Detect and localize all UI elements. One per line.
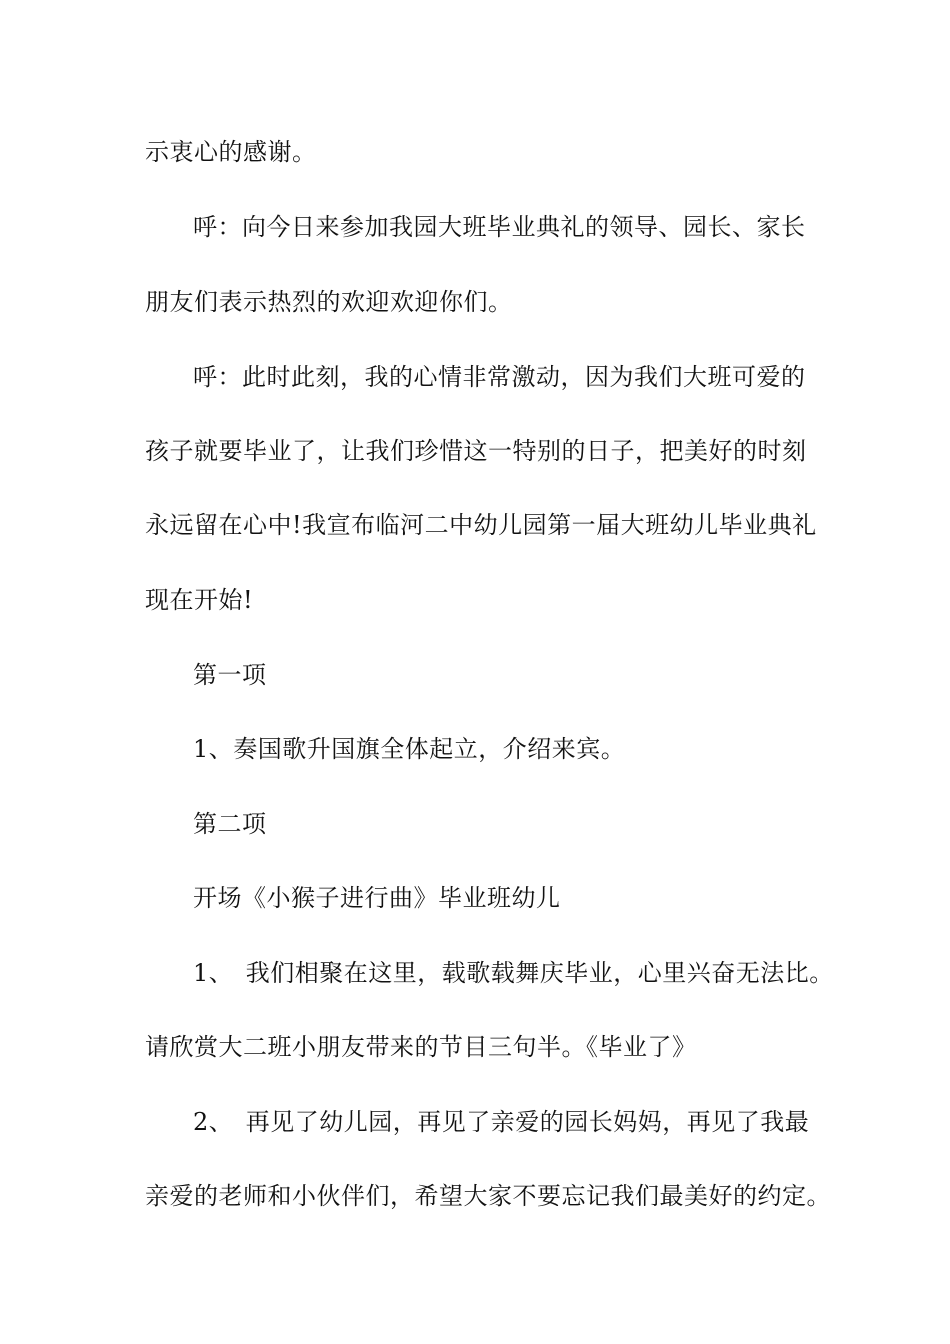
- paragraph-line: 示衷心的感谢。: [145, 138, 317, 166]
- paragraph-line: 永远留在心中!我宣布临河二中幼儿园第一届大班幼儿毕业典礼: [145, 511, 817, 539]
- paragraph-line: 呼：向今日来参加我园大班毕业典礼的领导、园长、家长: [193, 213, 806, 241]
- paragraph-line: 朋友们表示热烈的欢迎欢迎你们。: [145, 288, 513, 316]
- section-heading: 第一项: [193, 661, 267, 689]
- list-item: 1、奏国歌升国旗全体起立，介绍来宾。: [193, 735, 626, 763]
- paragraph-line: 现在开始!: [145, 586, 254, 614]
- list-item: 1、 我们相聚在这里，载歌载舞庆毕业，心里兴奋无法比。: [193, 959, 834, 987]
- paragraph-line: 开场《小猴子进行曲》毕业班幼儿: [193, 884, 561, 912]
- paragraph-line: 亲爱的老师和小伙伴们，希望大家不要忘记我们最美好的约定。: [145, 1182, 831, 1210]
- list-item: 2、 再见了幼儿园，再见了亲爱的园长妈妈，再见了我最: [193, 1108, 810, 1136]
- section-heading: 第二项: [193, 810, 267, 838]
- paragraph-line: 请欣赏大二班小朋友带来的节目三句半。《毕业了》: [145, 1033, 697, 1061]
- paragraph-line: 孩子就要毕业了，让我们珍惜这一特别的日子，把美好的时刻: [145, 437, 807, 465]
- paragraph-line: 呼：此时此刻，我的心情非常激动，因为我们大班可爱的: [193, 363, 806, 391]
